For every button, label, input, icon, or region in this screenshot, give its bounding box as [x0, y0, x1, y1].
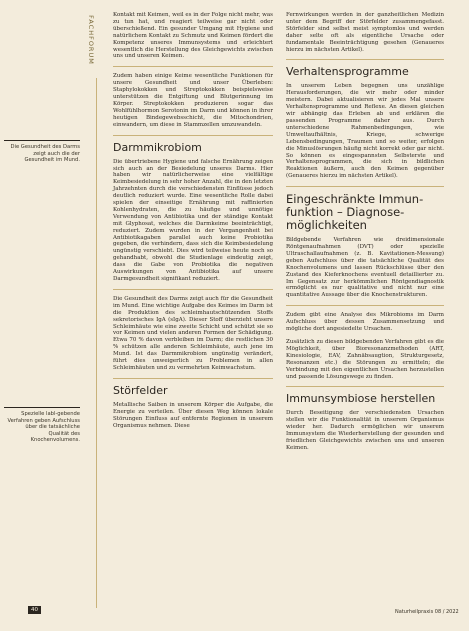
sidebar-quote-text: Spezielle labl-gebende Verfahren geben Aufschluss über die tatsächliche Qualität des Knochenvolumens.	[7, 411, 80, 444]
paragraph: Zudem gibt eine Analyse des Mikrobioms im Darm Aufschluss über dessen Zusammensetzung und mögliche dort angesiedelte Ursachen.	[286, 312, 444, 333]
divider	[286, 386, 444, 387]
paragraph: Die übertriebene Hygiene und falsche Ernährung zeigen sich auch an der Besiedelung unseres Darms. Hier haben wir natürlicherweise eine vielfältige Keimbesiedelung in sehr hoher Anzahl, die in den letzten Jahrzehnten durch die verschiedensten Einflüsse jedoch deutlich reduziert wurde. Eine wesentliche Rolle dabei spielen der einseitige Ernährung mit raffinierten Kohlenhydraten, die zu häufige und unnötige Verwendung von Antibiotika und der ständige Kontakt mit Glyphosat, welches die Darmkeime beeinträchtigt, reduziert. Zudem wurden in der Vergangenheit bei Antibiotikagaben parallel auch keine Probiotika gegeben, die verhindern, dass sich die Keimbesiedelung ungünstig verschiebt. Dies wird teilweise heute noch so gehandhabt, obwohl die Studienlage eindeutig zeigt, dass die Gabe von Probiotika die negativen Auswirkungen von Antibiotika auf unsere Darmgesundheit signifikant reduziert.	[113, 158, 273, 282]
heading-verhaltensprogramme: Verhaltensprogramme	[286, 65, 409, 79]
heading-line: funktion – Diagnose-	[286, 205, 405, 220]
divider	[286, 186, 444, 187]
paragraph: Kontakt mit Keimen, weil es in der Folge nicht mehr, was zu tun hat, und reagiert teilweise gar nicht oder überschießend. Ein gesunder Umgang mit Hygiene und natürlichem Kontakt zu Schmutz und Keimen fördert die Kompetenz unseres Immunsystems und erleichtert wesentlich die Herstellung des Gleichgewichts zwischen uns und unseren Keimen.	[113, 12, 273, 60]
sidebar-rule	[4, 407, 80, 408]
article-column-1	[113, 12, 273, 436]
heading-darmmikrobiom: Darmmikrobiom	[113, 140, 202, 154]
article-column-2	[286, 12, 444, 458]
heading-line: möglichkeiten	[286, 218, 367, 233]
sidebar-quote-1	[4, 140, 80, 164]
paragraph: Durch Beseitigung der verschiedensten Ursachen stellen wir die Funktionalität in unserem Organismus wieder her. Dadurch ermöglichen wir unserem Immunsystem die Wiederherstellung der gesunden und friedlichen Gleichgewichts zwischen uns und unseren Keimen.	[286, 410, 444, 451]
heading-line: Eingeschränkte Immun-	[286, 192, 424, 207]
paragraph: Fernwirkungen werden in der ganzheitlichen Medizin unter dem Begriff der Störfelder zusammengefasst. Störfelder sind selbst meist symptomlos und werden daher selte oft als eigentliche Ursache oder fundamentale Beeinträchtigung gesehen (Genaueres hierzu im nächsten Artikel).	[286, 12, 444, 53]
paragraph: Zudem haben einige Keime wesentliche Funktionen für unsere Gesundheit und unser Überleben: Staphylokokken und Streptokokken beispielsweise unterstützen die Entgiftung und Blutgerinnung im Körper. Streptokokken produzieren sogar das Wohlfühlhormon Serotonin im Darm und können in ihrer heutigen Bindegewebsschicht, die Mitochondrien, einwandern, um diese in Stammzellen umzuwandeln.	[113, 73, 273, 128]
divider	[113, 378, 273, 379]
heading-immunsymbiose: Immunsymbiose herstellen	[286, 392, 436, 406]
paragraph: Metallische Saiben in unserem Körper die Aufgabe, die Energie zu verteilen. Über diesen Weg können lokale Störungen Einfluss auf entfernte Regionen in unserem Organismus nehmen. Diese	[113, 401, 273, 429]
divider	[113, 289, 273, 290]
divider	[286, 305, 444, 306]
paragraph: Die Gesundheit des Darms zeigt auch für die Gesundheit im Mund. Eine wichtige Aufgabe des Keimes im Darm ist die Produktion des schleimhautschützenden Stoffs sekretorisches IgA (sIgA). Dieser Stoff überzieht unsere Schleimhäute wie eine zweite Schicht und schützt sie so vor Keimen und vielen anderen Formen der Schädigung. Etwa 70 % davon verbleiben im Darm; die restlichen 30 % schützen alle anderen Schleimhäute, auch jene im Mund. Ist das Darmmikrobiom ungünstig verändert, führt dies unweigerlich zu Problemen in allen Schleimhäuten und zu vermehrten Keimwachstum.	[113, 295, 273, 371]
heading-immunfunktion	[286, 193, 444, 232]
footer-publication: Naturheilpraxis 08 / 2022	[395, 609, 459, 615]
divider	[286, 59, 444, 60]
column-divider	[96, 78, 97, 608]
sidebar-quote-text: Die Gesundheit des Darms zeigt auch die der Gesundheit im Mund.	[10, 144, 80, 164]
sidebar-quote-2	[4, 407, 80, 444]
paragraph: Bildgebende Verfahren wie dreidimensionale Röntgenaufnahmen (DVT) oder spezielle Ultraschallaufnahmen (z. B. Kavitationen-Messung) geben Aufschluss über die tatsächliche Qualität des Knochenvolumens und lassen Rückschlüsse über den Zustand des Kieferknochens eventuell detaillierter zu. Im Gegensatz zur herkömmlichen Röntgendiagnostik ermöglicht es nur qualitative und nicht nur eine quantitative Aussage über die Knochenstrukturen.	[286, 237, 444, 299]
page-number: 40	[28, 606, 41, 614]
paragraph: In unserem Leben begegnen uns unzählige Herausforderungen, die wir mehr oder minder meistern. Dabei aktualisieren wir jedes Mal unsere Verhaltensprogramme und Reflexe. An diesen gleichen wir abhängig das Erleben ab und erklären die passenden Programme daher aus. Durch unterschiedene Rahmenbedingungen, wie Umweltaufhältnis, Kriege, schwerige Lebensbedingungen, Traumen und so weiter, erfolgen die Minuslösrungen häufig nicht korrekt oder gar nicht. So können es eingespannsten Selbsterste und Verhaltensprogrammen, die sich in bildlichen Reaktionen äußern, auch den Keimen gegenüber (Genaueres hierzu im nächsten Artikel).	[286, 83, 444, 180]
heading-stoerfelder: Störfelder	[113, 383, 168, 397]
section-label: FACHFORUM	[86, 15, 95, 65]
divider	[113, 135, 273, 136]
sidebar-rule	[4, 140, 80, 141]
paragraph: Zusätzlich zu diesen bildgebenden Verfahren gibt es die Möglichkeit, über Bioresonanzmethoden (ART, Kinesiologie, EAV, Zahnäbsaugtion, Strukturgesetz, Resonanzen etc.) die Störungen zu ermitteln; die Verbindung mit den eigentlichen Ursachen herzustellen und passende Lösungswege zu finden.	[286, 339, 444, 380]
divider	[113, 66, 273, 67]
